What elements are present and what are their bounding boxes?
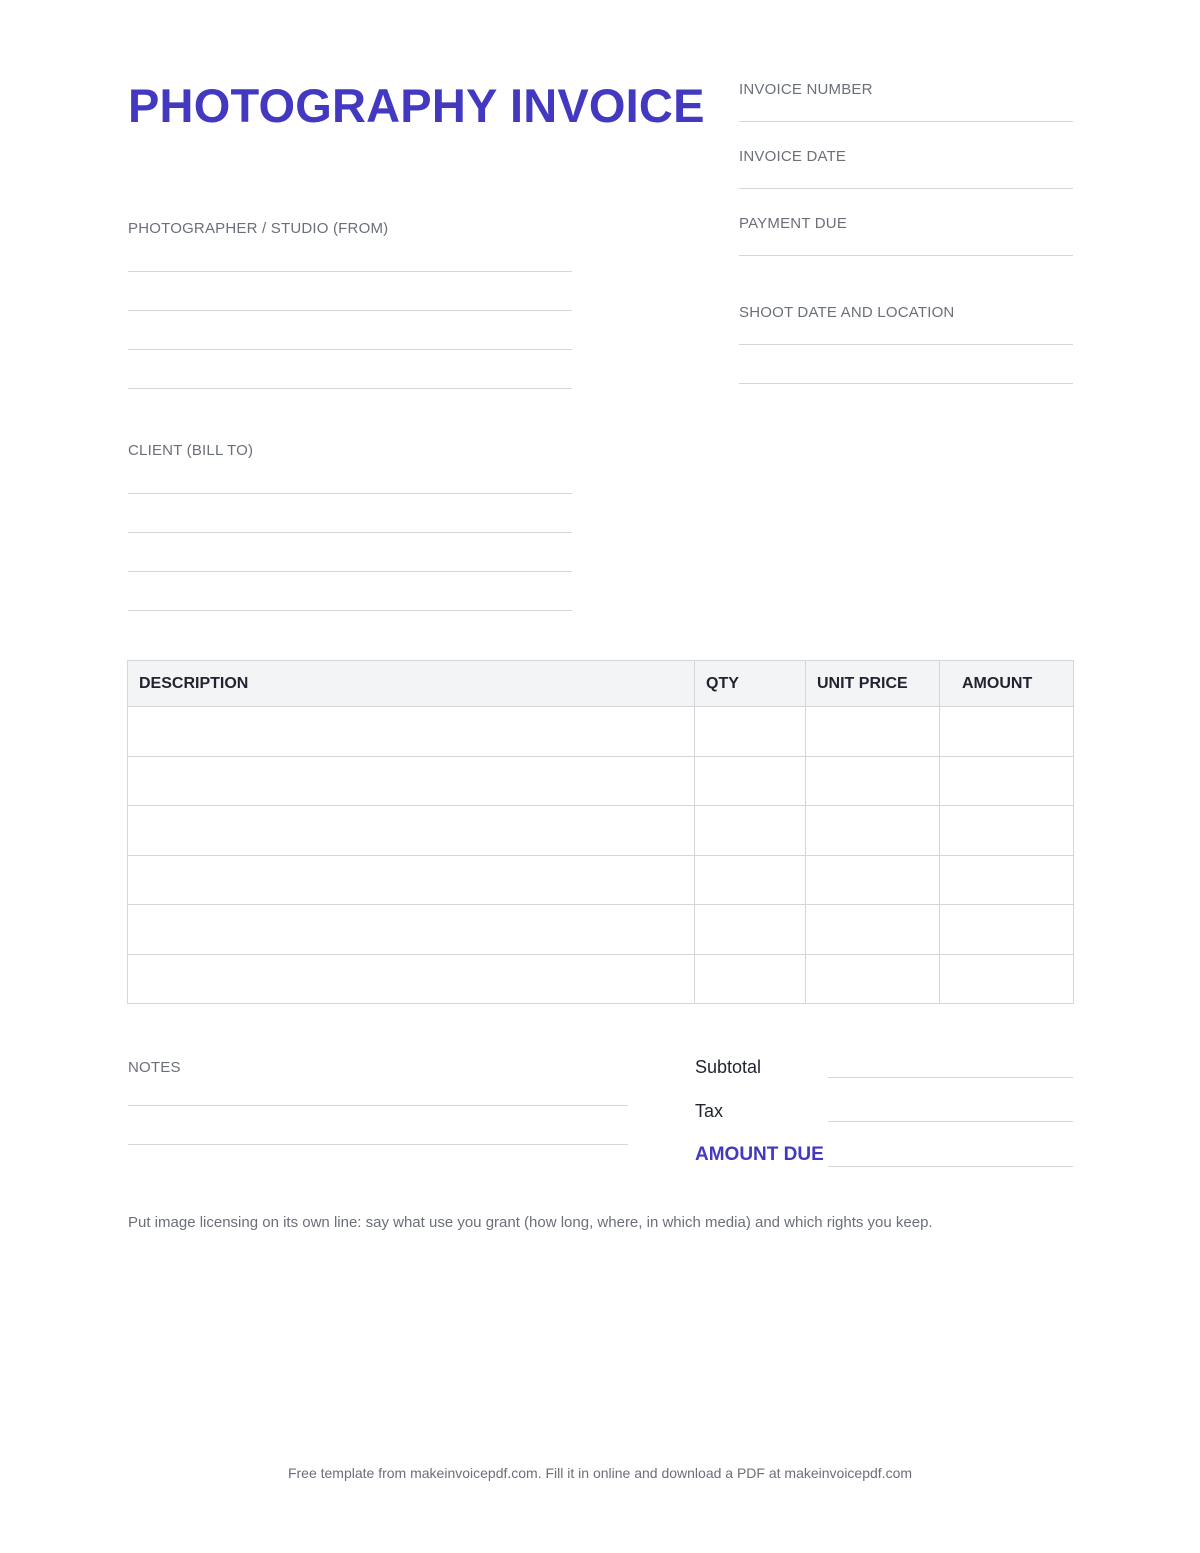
cell-qty[interactable]	[695, 806, 806, 856]
from-field-1[interactable]	[128, 271, 572, 272]
cell-qty[interactable]	[695, 954, 806, 1004]
cell-description[interactable]	[128, 707, 695, 757]
table-row	[128, 905, 1074, 955]
invoice-date-label: INVOICE DATE	[739, 148, 847, 165]
from-label: PHOTOGRAPHER / STUDIO (FROM)	[128, 220, 389, 237]
tax-label: Tax	[695, 1101, 724, 1121]
column-header-amount: AMOUNT	[940, 661, 1074, 707]
notes-label: NOTES	[128, 1059, 181, 1076]
cell-qty[interactable]	[695, 707, 806, 757]
shoot-date-location-label: SHOOT DATE AND LOCATION	[739, 304, 955, 321]
shoot-date-location-field-1[interactable]	[739, 344, 1073, 345]
cell-qty[interactable]	[695, 905, 806, 955]
tax-field[interactable]	[828, 1121, 1073, 1122]
invoice-title: PHOTOGRAPHY INVOICE	[128, 79, 705, 132]
cell-description[interactable]	[128, 806, 695, 856]
invoice-date-field[interactable]	[739, 188, 1073, 189]
cell-amount[interactable]	[940, 954, 1074, 1004]
from-field-4[interactable]	[128, 388, 572, 389]
payment-due-field[interactable]	[739, 255, 1073, 256]
cell-unit-price[interactable]	[806, 905, 940, 955]
cell-description[interactable]	[128, 756, 695, 806]
subtotal-field[interactable]	[828, 1077, 1073, 1078]
from-field-3[interactable]	[128, 349, 572, 350]
table-row	[128, 855, 1074, 905]
footer-text: Free template from makeinvoicepdf.com. Fill it in online and download a PDF at makeinvoicepdf.com	[287, 1465, 913, 1481]
licensing-note: Put image licensing on its own line: say what use you grant (how long, where, in which media) and which rights you keep.	[128, 1214, 933, 1231]
line-items-table	[127, 660, 1074, 1004]
notes-field-2[interactable]	[128, 1144, 628, 1145]
cell-amount[interactable]	[940, 756, 1074, 806]
cell-unit-price[interactable]	[806, 855, 940, 905]
cell-qty[interactable]	[695, 855, 806, 905]
table-header-row	[128, 661, 1074, 707]
cell-unit-price[interactable]	[806, 806, 940, 856]
cell-unit-price[interactable]	[806, 756, 940, 806]
cell-description[interactable]	[128, 905, 695, 955]
cell-amount[interactable]	[940, 707, 1074, 757]
bill-to-label: CLIENT (BILL TO)	[128, 442, 254, 459]
table-row	[128, 806, 1074, 856]
invoice-number-field[interactable]	[739, 121, 1073, 122]
subtotal-label: Subtotal	[695, 1057, 762, 1077]
table-row	[128, 954, 1074, 1004]
column-header-unit-price: UNIT PRICE	[806, 661, 940, 707]
cell-unit-price[interactable]	[806, 707, 940, 757]
bill-to-field-3[interactable]	[128, 571, 572, 572]
invoice-number-label: INVOICE NUMBER	[739, 81, 873, 98]
cell-amount[interactable]	[940, 855, 1074, 905]
cell-description[interactable]	[128, 855, 695, 905]
cell-description[interactable]	[128, 954, 695, 1004]
payment-due-label: PAYMENT DUE	[739, 215, 848, 232]
notes-field-1[interactable]	[128, 1105, 628, 1106]
cell-qty[interactable]	[695, 756, 806, 806]
column-header-description: DESCRIPTION	[128, 661, 695, 707]
bill-to-field-1[interactable]	[128, 493, 572, 494]
table-row	[128, 707, 1074, 757]
amount-due-field[interactable]	[828, 1166, 1073, 1167]
amount-due-label: AMOUNT DUE	[695, 1144, 824, 1165]
cell-amount[interactable]	[940, 905, 1074, 955]
bill-to-field-4[interactable]	[128, 610, 572, 611]
bill-to-field-2[interactable]	[128, 532, 572, 533]
shoot-date-location-field-2[interactable]	[739, 383, 1073, 384]
from-field-2[interactable]	[128, 310, 572, 311]
cell-unit-price[interactable]	[806, 954, 940, 1004]
column-header-qty: QTY	[695, 661, 806, 707]
table-row	[128, 756, 1074, 806]
cell-amount[interactable]	[940, 806, 1074, 856]
